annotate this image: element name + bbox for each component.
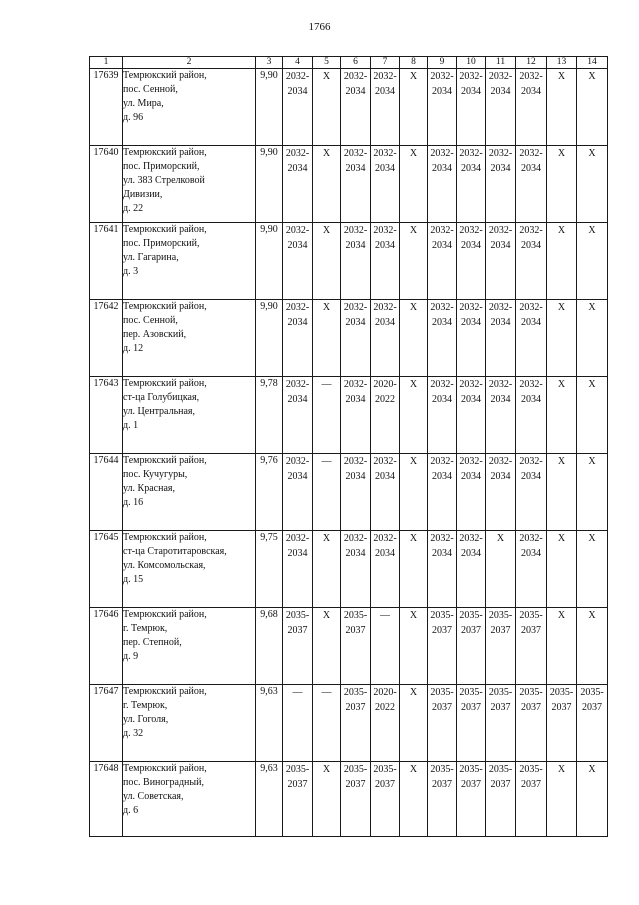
column-number-4: 4	[283, 57, 313, 69]
column-number-11: 11	[486, 57, 516, 69]
address-line: ул. Красная,	[123, 483, 175, 494]
address-line: пос. Сенной,	[123, 315, 178, 326]
period-cell: 2035- 2037	[341, 685, 371, 762]
period-cell: —	[371, 608, 400, 685]
address-line: д. 96	[123, 112, 144, 123]
period-cell: 2032- 2034	[283, 223, 313, 300]
period-cell: Х	[486, 531, 516, 608]
period-cell: 2032- 2034	[371, 531, 400, 608]
period-cell: 2032- 2034	[428, 223, 457, 300]
period-cell: 2035- 2037	[371, 762, 400, 837]
period-cell: 2035- 2037	[283, 608, 313, 685]
address-line: Темрюкский район,	[123, 224, 207, 235]
period-cell: 2035- 2037	[283, 762, 313, 837]
record-number: 17647	[90, 685, 123, 762]
address-line: Темрюкский район,	[123, 455, 207, 466]
value-cell: 9,78	[256, 377, 283, 454]
value-cell: 9,90	[256, 223, 283, 300]
address-line: д. 6	[123, 805, 139, 816]
column-number-2: 2	[123, 57, 256, 69]
period-cell: 2032- 2034	[371, 146, 400, 223]
period-cell: Х	[400, 377, 428, 454]
period-cell: 2035- 2037	[577, 685, 608, 762]
period-cell: 2032- 2034	[457, 377, 486, 454]
period-cell: Х	[577, 377, 608, 454]
period-cell: 2032- 2034	[341, 300, 371, 377]
period-cell: 2032- 2034	[283, 377, 313, 454]
address-cell	[123, 454, 256, 531]
address-line: ул. Гагарина,	[123, 252, 179, 263]
period-cell: Х	[400, 454, 428, 531]
page-number: 1766	[308, 21, 331, 33]
period-cell: 2032- 2034	[428, 531, 457, 608]
address-line: Темрюкский район,	[123, 147, 207, 158]
period-cell: 2035- 2037	[547, 685, 577, 762]
address-line: ул. Комсомольская,	[123, 560, 206, 571]
address-line: Темрюкский район,	[123, 70, 207, 81]
period-cell: Х	[577, 608, 608, 685]
column-number-1: 1	[90, 57, 123, 69]
address-line: ул. Гоголя,	[123, 714, 169, 725]
period-cell: 2032- 2034	[341, 146, 371, 223]
table-row	[90, 69, 608, 146]
table-row	[90, 223, 608, 300]
address-cell	[123, 762, 256, 837]
value-cell: 9,90	[256, 300, 283, 377]
period-cell: 2035- 2037	[457, 762, 486, 837]
period-cell: Х	[400, 685, 428, 762]
period-cell: —	[313, 454, 341, 531]
period-cell: Х	[577, 762, 608, 837]
address-line: д. 16	[123, 497, 144, 508]
period-cell: 2032- 2034	[371, 300, 400, 377]
table-row	[90, 685, 608, 762]
column-number-9: 9	[428, 57, 457, 69]
period-cell: Х	[313, 146, 341, 223]
address-line: ст-ца Голубицкая,	[123, 392, 200, 403]
address-line: д. 3	[123, 266, 139, 277]
table-row	[90, 762, 608, 837]
record-number: 17646	[90, 608, 123, 685]
period-cell: 2032- 2034	[457, 146, 486, 223]
record-number: 17642	[90, 300, 123, 377]
column-number-3: 3	[256, 57, 283, 69]
address-line: Дивизии,	[123, 189, 163, 200]
record-number: 17641	[90, 223, 123, 300]
period-cell: 2035- 2037	[516, 685, 547, 762]
period-cell: 2032- 2034	[428, 300, 457, 377]
period-cell: 2035- 2037	[428, 608, 457, 685]
value-cell: 9,63	[256, 685, 283, 762]
period-cell: Х	[313, 531, 341, 608]
register-table	[89, 56, 608, 837]
address-line: пос. Приморский,	[123, 238, 200, 249]
value-cell: 9,76	[256, 454, 283, 531]
period-cell: 2032- 2034	[428, 377, 457, 454]
period-cell: 2032- 2034	[457, 223, 486, 300]
period-cell: Х	[400, 762, 428, 837]
period-cell: 2032- 2034	[371, 69, 400, 146]
address-line: д. 22	[123, 203, 144, 214]
period-cell: Х	[547, 223, 577, 300]
period-cell: 2032- 2034	[486, 300, 516, 377]
value-cell: 9,68	[256, 608, 283, 685]
record-number: 17639	[90, 69, 123, 146]
address-line: Темрюкский район,	[123, 763, 207, 774]
address-line: пос. Сенной,	[123, 84, 178, 95]
column-number-14: 14	[577, 57, 608, 69]
address-line: пер. Азовский,	[123, 329, 187, 340]
column-number-8: 8	[400, 57, 428, 69]
period-cell: Х	[577, 69, 608, 146]
period-cell: Х	[547, 69, 577, 146]
period-cell: 2032- 2034	[283, 69, 313, 146]
period-cell: 2032- 2034	[341, 223, 371, 300]
period-cell: 2035- 2037	[428, 762, 457, 837]
period-cell: Х	[577, 454, 608, 531]
period-cell: Х	[400, 608, 428, 685]
period-cell: Х	[547, 454, 577, 531]
address-line: д. 1	[123, 420, 139, 431]
period-cell: 2035- 2037	[486, 608, 516, 685]
period-cell: 2032- 2034	[341, 454, 371, 531]
period-cell: 2032- 2034	[516, 69, 547, 146]
table-row	[90, 608, 608, 685]
period-cell: 2032- 2034	[457, 531, 486, 608]
period-cell: 2032- 2034	[341, 377, 371, 454]
period-cell: 2035- 2037	[486, 762, 516, 837]
period-cell: 2032- 2034	[486, 454, 516, 531]
column-number-5: 5	[313, 57, 341, 69]
period-cell: 2035- 2037	[341, 762, 371, 837]
period-cell: Х	[313, 300, 341, 377]
period-cell: —	[313, 377, 341, 454]
period-cell: 2035- 2037	[341, 608, 371, 685]
value-cell: 9,75	[256, 531, 283, 608]
period-cell: 2032- 2034	[341, 531, 371, 608]
address-line: д. 32	[123, 728, 144, 739]
period-cell: 2035- 2037	[516, 762, 547, 837]
period-cell: Х	[313, 762, 341, 837]
address-line: Темрюкский район,	[123, 378, 207, 389]
period-cell: 2032- 2034	[457, 300, 486, 377]
period-cell: 2032- 2034	[516, 377, 547, 454]
address-cell	[123, 69, 256, 146]
period-cell: Х	[547, 300, 577, 377]
address-cell	[123, 146, 256, 223]
address-line: д. 9	[123, 651, 139, 662]
period-cell: 2032- 2034	[516, 223, 547, 300]
record-number: 17643	[90, 377, 123, 454]
period-cell: 2032- 2034	[516, 300, 547, 377]
column-number-13: 13	[547, 57, 577, 69]
column-number-12: 12	[516, 57, 547, 69]
period-cell: 2032- 2034	[457, 454, 486, 531]
period-cell: 2032- 2034	[486, 377, 516, 454]
period-cell: 2035- 2037	[457, 608, 486, 685]
period-cell: 2032- 2034	[428, 146, 457, 223]
period-cell: Х	[313, 223, 341, 300]
period-cell: Х	[400, 146, 428, 223]
address-line: ст-ца Старотитаровская,	[123, 546, 227, 557]
value-cell: 9,90	[256, 69, 283, 146]
table-row	[90, 146, 608, 223]
period-cell: 2032- 2034	[486, 223, 516, 300]
table-row	[90, 377, 608, 454]
period-cell: Х	[547, 608, 577, 685]
period-cell: 2032- 2034	[486, 69, 516, 146]
table-body	[90, 69, 608, 837]
period-cell: 2032- 2034	[283, 454, 313, 531]
address-line: Темрюкский район,	[123, 532, 207, 543]
period-cell: 2032- 2034	[516, 454, 547, 531]
period-cell: 2032- 2034	[371, 223, 400, 300]
period-cell: Х	[313, 608, 341, 685]
period-cell: Х	[577, 146, 608, 223]
address-line: пос. Приморский,	[123, 161, 200, 172]
address-line: пос. Кучугуры,	[123, 469, 188, 480]
record-number: 17645	[90, 531, 123, 608]
address-line: ул. Советская,	[123, 791, 184, 802]
record-number: 17644	[90, 454, 123, 531]
address-line: Темрюкский район,	[123, 686, 207, 697]
period-cell: Х	[547, 531, 577, 608]
period-cell: 2032- 2034	[371, 454, 400, 531]
value-cell: 9,63	[256, 762, 283, 837]
address-line: г. Темрюк,	[123, 700, 168, 711]
period-cell: 2032- 2034	[428, 454, 457, 531]
period-cell: Х	[400, 69, 428, 146]
table-row	[90, 531, 608, 608]
period-cell: Х	[577, 223, 608, 300]
period-cell: 2020- 2022	[371, 685, 400, 762]
column-number-10: 10	[457, 57, 486, 69]
period-cell: 2032- 2034	[341, 69, 371, 146]
period-cell: 2035- 2037	[516, 608, 547, 685]
period-cell: —	[313, 685, 341, 762]
period-cell: 2032- 2034	[428, 69, 457, 146]
period-cell: Х	[577, 300, 608, 377]
period-cell: Х	[313, 69, 341, 146]
period-cell: 2020- 2022	[371, 377, 400, 454]
address-line: Темрюкский район,	[123, 609, 207, 620]
address-line: д. 12	[123, 343, 144, 354]
period-cell: Х	[547, 762, 577, 837]
address-cell	[123, 531, 256, 608]
period-cell: Х	[547, 146, 577, 223]
column-number-6: 6	[341, 57, 371, 69]
period-cell: Х	[547, 377, 577, 454]
value-cell: 9,90	[256, 146, 283, 223]
period-cell: 2032- 2034	[283, 531, 313, 608]
address-line: г. Темрюк,	[123, 623, 168, 634]
record-number: 17648	[90, 762, 123, 837]
period-cell: —	[283, 685, 313, 762]
period-cell: 2035- 2037	[428, 685, 457, 762]
period-cell: 2032- 2034	[486, 146, 516, 223]
record-number: 17640	[90, 146, 123, 223]
address-cell	[123, 377, 256, 454]
period-cell: 2032- 2034	[457, 69, 486, 146]
period-cell: Х	[577, 531, 608, 608]
address-cell	[123, 685, 256, 762]
column-number-7: 7	[371, 57, 400, 69]
period-cell: 2032- 2034	[516, 146, 547, 223]
address-cell	[123, 300, 256, 377]
address-line: пер. Степной,	[123, 637, 182, 648]
address-line: ул. Мира,	[123, 98, 164, 109]
column-number-row	[90, 57, 608, 69]
period-cell: 2032- 2034	[283, 300, 313, 377]
period-cell: 2032- 2034	[283, 146, 313, 223]
period-cell: Х	[400, 531, 428, 608]
period-cell: 2035- 2037	[486, 685, 516, 762]
period-cell: Х	[400, 300, 428, 377]
address-line: ул. 383 Стрелковой	[123, 175, 205, 186]
address-line: д. 15	[123, 574, 144, 585]
period-cell: 2032- 2034	[516, 531, 547, 608]
address-cell	[123, 223, 256, 300]
period-cell: Х	[400, 223, 428, 300]
address-line: ул. Центральная,	[123, 406, 196, 417]
address-line: Темрюкский район,	[123, 301, 207, 312]
address-line: пос. Виноградный,	[123, 777, 204, 788]
table-row	[90, 454, 608, 531]
period-cell: 2035- 2037	[457, 685, 486, 762]
table-row	[90, 300, 608, 377]
address-cell	[123, 608, 256, 685]
